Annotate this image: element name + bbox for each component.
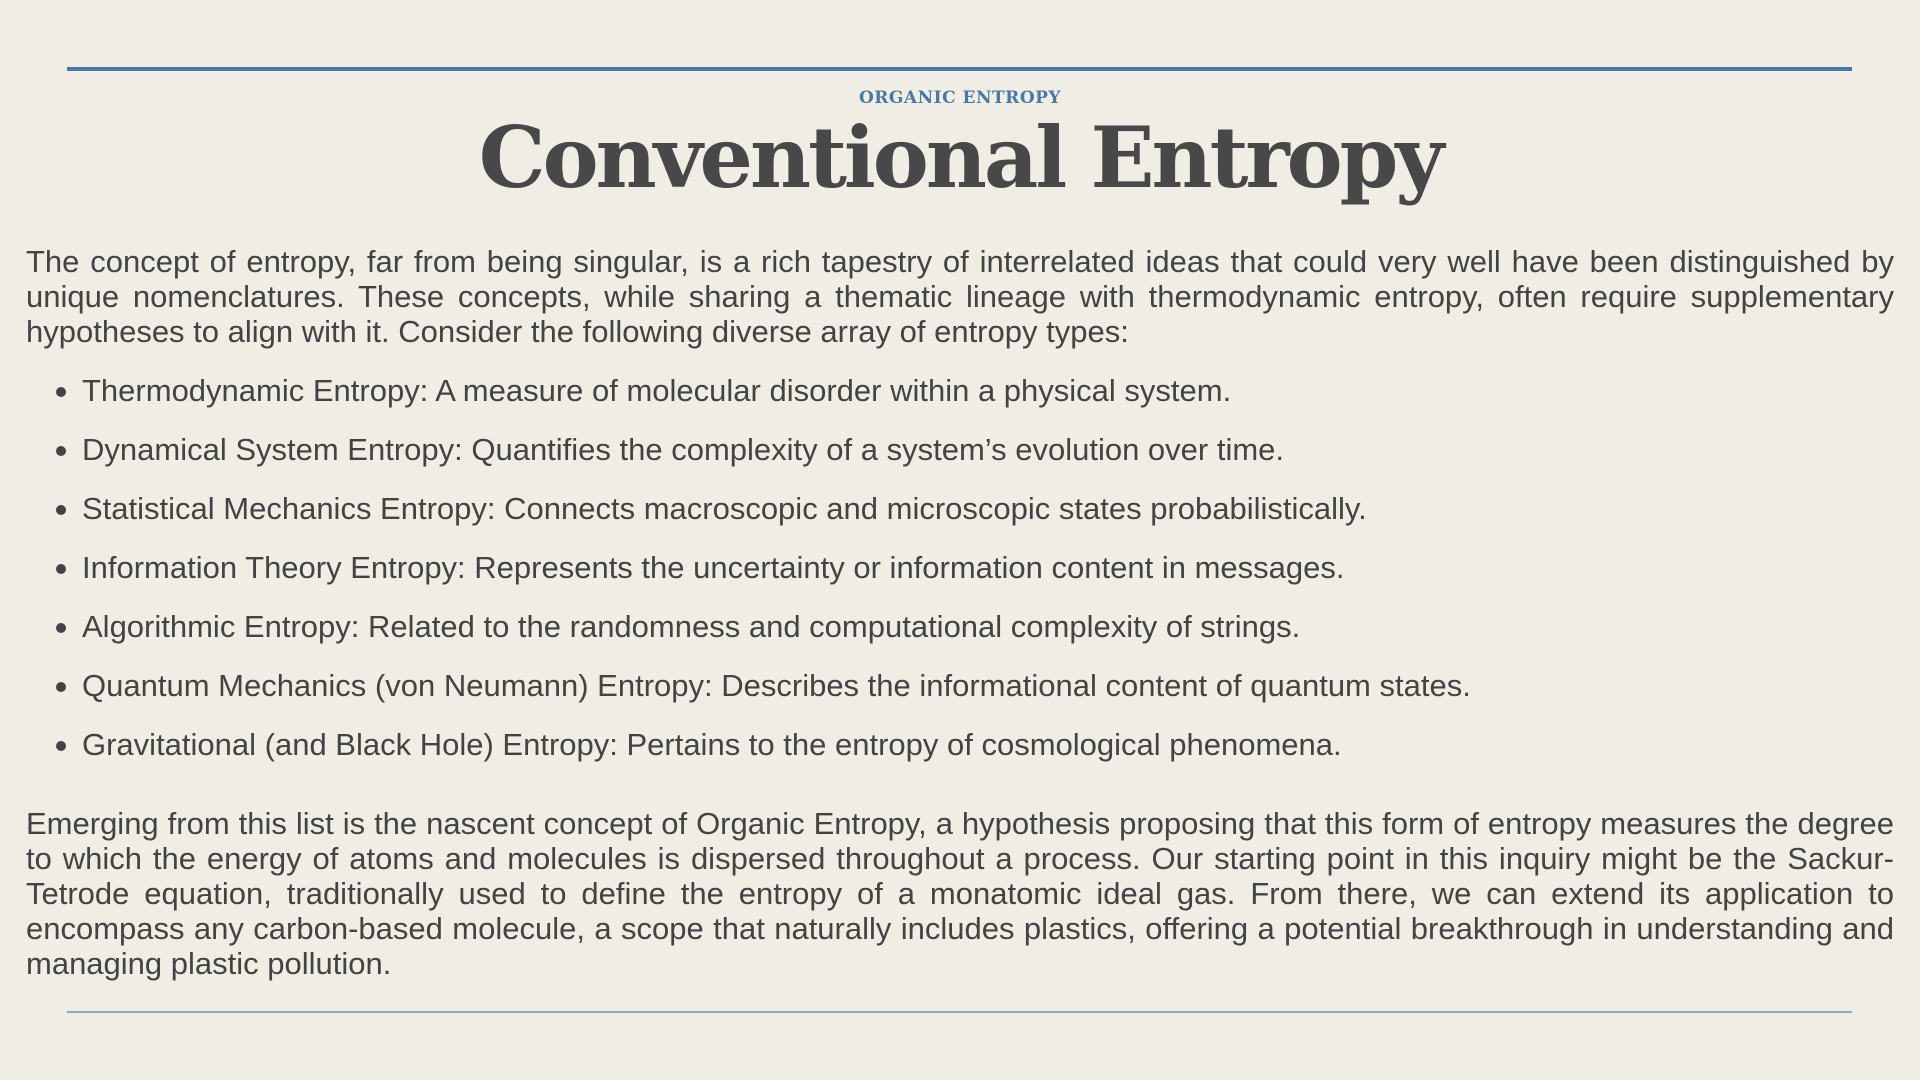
bottom-divider [67, 1011, 1852, 1013]
entropy-types-list [26, 371, 1894, 784]
list-item [26, 430, 1894, 489]
list-item-text: Dynamical System Entropy: Quantifies the complexity of a system’s evolution over time. [82, 432, 1285, 467]
bullet-icon [56, 505, 66, 515]
list-item [26, 371, 1894, 430]
list-item-text: Quantum Mechanics (von Neumann) Entropy: Describes the informational content of quantum states. [82, 668, 1471, 703]
top-divider [67, 67, 1852, 71]
list-item-text: Algorithmic Entropy: Related to the randomness and computational complexity of strings. [82, 609, 1301, 644]
conclusion-paragraph: Emerging from this list is the nascent concept of Organic Entropy, a hypothesis proposing that this form of entropy measures the degree to which the energy of atoms and molecules is dispersed throughout a process. Our starting point in this inquiry might be the Sackur-Tetrode equation, traditionally used to define the entropy of a monatomic ideal gas. From there, we can extend its application to encompass any carbon-based molecule, a scope that naturally includes plastics, offering a potential breakthrough in understanding and managing plastic pollution. [26, 806, 1894, 981]
bullet-icon [56, 387, 66, 397]
slide-body [26, 244, 1894, 981]
list-item [26, 725, 1894, 784]
list-item-text: Gravitational (and Black Hole) Entropy: Pertains to the entropy of cosmological phenomena. [82, 727, 1342, 762]
list-item-text: Statistical Mechanics Entropy: Connects macroscopic and microscopic states probabilistically. [82, 491, 1367, 526]
bullet-icon [56, 741, 66, 751]
intro-paragraph: The concept of entropy, far from being singular, is a rich tapestry of interrelated ideas that could very well have been distinguished by unique nomenclatures. These concepts, while sharing a thematic lineage with thermodynamic entropy, often require supplementary hypotheses to align with it. Consider the following diverse array of entropy types: [26, 244, 1894, 349]
bullet-icon [56, 564, 66, 574]
bullet-icon [56, 446, 66, 456]
bullet-icon [56, 623, 66, 633]
list-item-text: Thermodynamic Entropy: A measure of molecular disorder within a physical system. [82, 373, 1232, 408]
list-item [26, 607, 1894, 666]
list-item [26, 666, 1894, 725]
list-item [26, 548, 1894, 607]
bullet-icon [56, 682, 66, 692]
slide-title: Conventional Entropy [478, 108, 1442, 207]
section-label: ORGANIC ENTROPY [858, 88, 1062, 108]
list-item [26, 489, 1894, 548]
list-item-text: Information Theory Entropy: Represents the uncertainty or information content in messages. [82, 550, 1345, 585]
